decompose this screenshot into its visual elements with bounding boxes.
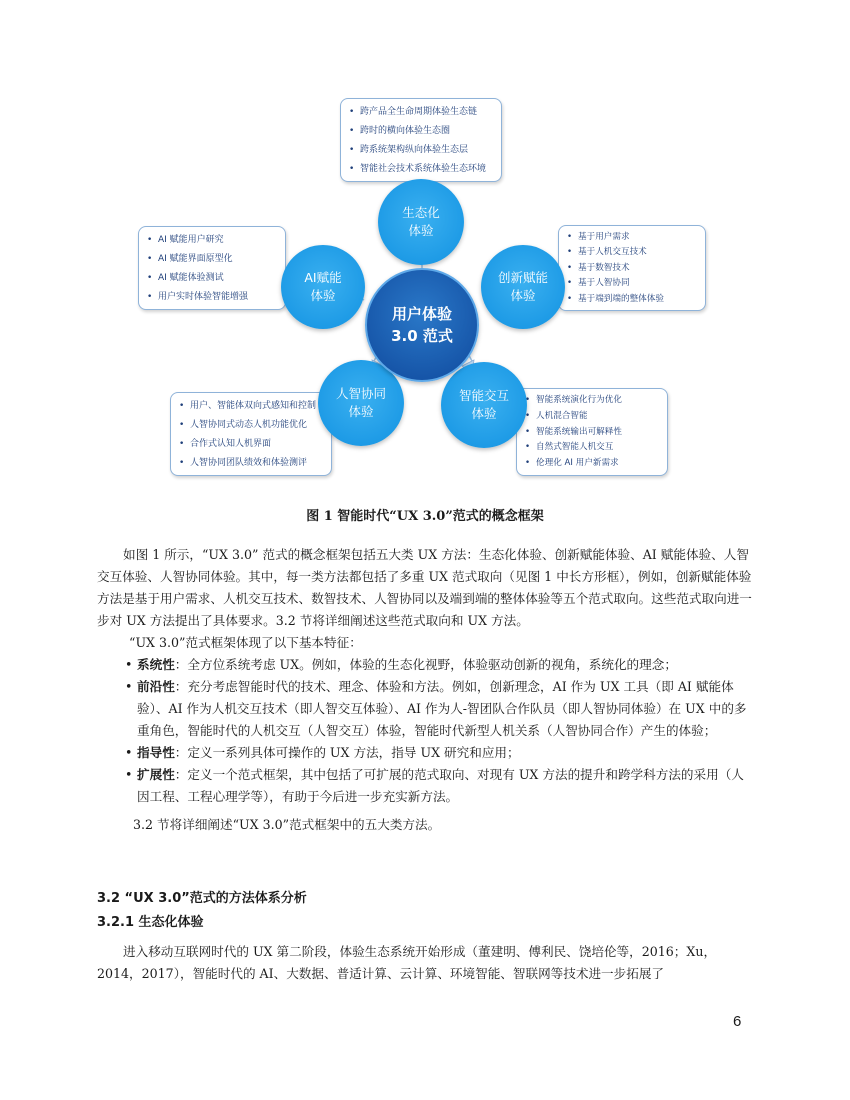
list-item: • AI 赋能体验测试: [147, 269, 279, 288]
list-item: • 人机混合智能: [525, 409, 661, 425]
list-item: • 智能系统演化行为优化: [525, 393, 661, 409]
bullet-title: 系统性: [137, 657, 175, 672]
list-item: • AI 赋能用户研究: [147, 231, 279, 250]
list-item: • 人智协同团队绩效和体验测评: [179, 454, 325, 473]
list-item: • 人智协同式动态人机功能优化: [179, 416, 325, 435]
list-item: • 跨产品全生命周期体验生态链: [349, 103, 495, 122]
node-label: 体验: [348, 404, 374, 419]
node-center: [365, 268, 479, 382]
list-item: • 基于人机交互技术: [567, 245, 699, 260]
paragraph: “UX 3.0”范式框架体现了以下基本特征：: [129, 635, 362, 650]
list-item: • 基于用户需求: [567, 230, 699, 245]
bullet-title: 前沿性: [137, 679, 175, 694]
body-text: [97, 544, 753, 836]
list-item: • 基于数智技术: [567, 261, 699, 276]
bullet-text: ：全方位系统考虑 UX。例如，体验的生态化视野，体验驱动创新的视角，系统化的理念；: [174, 657, 677, 672]
node-label: 体验: [471, 406, 497, 421]
node-label: 体验: [510, 288, 536, 303]
bullet-text: ：定义一个范式框架，其中包括了可扩展的范式取向、对现有 UX 方法的提升和跨学科方法的采用（人因工程、工程心理学等），有助于今后进一步充实新方法。: [137, 767, 744, 804]
bullet-item: [97, 676, 753, 742]
box-innovation: [558, 225, 706, 311]
concept-framework-figure: [0, 0, 850, 500]
paragraph: 3.2 节将详细阐述“UX 3.0”范式框架中的五大类方法。: [133, 817, 441, 832]
box-ecology: [340, 98, 502, 182]
list-item: • 跨时的横向体验生态圈: [349, 122, 495, 141]
node-ai: [281, 245, 365, 329]
bullet-title: 指导性: [137, 745, 175, 760]
list-item: • 基于端到端的整体体验: [567, 292, 699, 307]
bullet-title: 扩展性: [137, 767, 175, 782]
box-collaboration: [170, 392, 332, 476]
list-item: • 自然式智能人机交互: [525, 440, 661, 456]
bullet-dot: •: [125, 679, 133, 694]
paragraph: 进入移动互联网时代的 UX 第二阶段，体验生态系统开始形成（董建明、傅利民、饶培伦等，2016；Xu，2014，2017），智能时代的 AI、大数据、普适计算、云计算、环境智能、智联网等技术进一步拓展了: [97, 944, 717, 981]
node-ecology: [378, 179, 464, 265]
node-label: 体验: [310, 288, 336, 303]
list-item: • 跨系统架构纵向体验生态层: [349, 141, 495, 160]
node-label: 智能交互: [458, 388, 509, 403]
bullet-item: [97, 764, 753, 808]
subsection-heading: 3.2.1 生态化体验: [97, 915, 204, 930]
list-item: • 合作式认知人机界面: [179, 435, 325, 454]
list-item: • 智能系统输出可解释性: [525, 425, 661, 441]
list-item: • 用户实时体验智能增强: [147, 288, 279, 307]
box-interaction: [516, 388, 668, 476]
node-label: 创新赋能: [497, 270, 548, 285]
list-item: • 用户、智能体双向式感知和控制: [179, 397, 325, 416]
list-item: • 基于人智协同: [567, 276, 699, 291]
bullet-dot: •: [125, 657, 133, 672]
list-item: • AI 赋能界面原型化: [147, 250, 279, 269]
list-item: • 伦理化 AI 用户新需求: [525, 456, 661, 472]
center-label: 用户体验: [391, 305, 452, 323]
bullet-item: [97, 742, 753, 764]
bullet-item: [97, 654, 753, 676]
page-number: 6: [733, 1013, 742, 1030]
bullet-dot: •: [125, 767, 133, 782]
bullet-text: ：定义一系列具体可操作的 UX 方法，指导 UX 研究和应用；: [174, 745, 520, 760]
bullet-dot: •: [125, 745, 133, 760]
node-label: 生态化: [402, 205, 440, 220]
section-heading: 3.2 “UX 3.0”范式的方法体系分析: [97, 891, 307, 906]
node-innovation: [481, 245, 565, 329]
node-label: 体验: [408, 223, 434, 238]
body-text-2: [97, 941, 753, 985]
node-label: AI赋能: [304, 270, 342, 285]
center-label: 3.0 范式: [391, 327, 453, 345]
paragraph: 如图 1 所示，“UX 3.0” 范式的概念框架包括五大类 UX 方法：生态化体验、创新赋能体验、AI 赋能体验、人智交互体验、人智协同体验。其中，每一类方法都包括了多重 UX 范式取向（见图 1 中长方形框），例如，创新赋能体验方法是基于用户需求、人机交互技术、数智技术、人智协同以及端到端的整体体验等五个范式取向。这些范式取向进一步对 UX 方法提出了具体要求。3.2 节将详细阐述这些范式取向和 UX 方法。: [97, 547, 752, 628]
figure-caption: 图 1 智能时代“UX 3.0”范式的概念框架: [306, 509, 544, 524]
node-interaction: [441, 362, 527, 448]
bullet-text: ：充分考虑智能时代的技术、理念、体验和方法。例如，创新理念，AI 作为 UX 工具（即 AI 赋能体验）、AI 作为人机交互技术（即人智交互体验）、AI 作为人-智团队合作队员（即人智协同体验）在 UX 中的多重角色，智能时代的人机交互（人智交互）体验，智能时代新型人机关系（人智协同合作）产生的体验；: [137, 679, 747, 738]
box-ai: [138, 226, 286, 310]
list-item: • 智能社会技术系统体验生态环境: [349, 160, 495, 179]
node-label: 人智协同: [335, 386, 386, 401]
